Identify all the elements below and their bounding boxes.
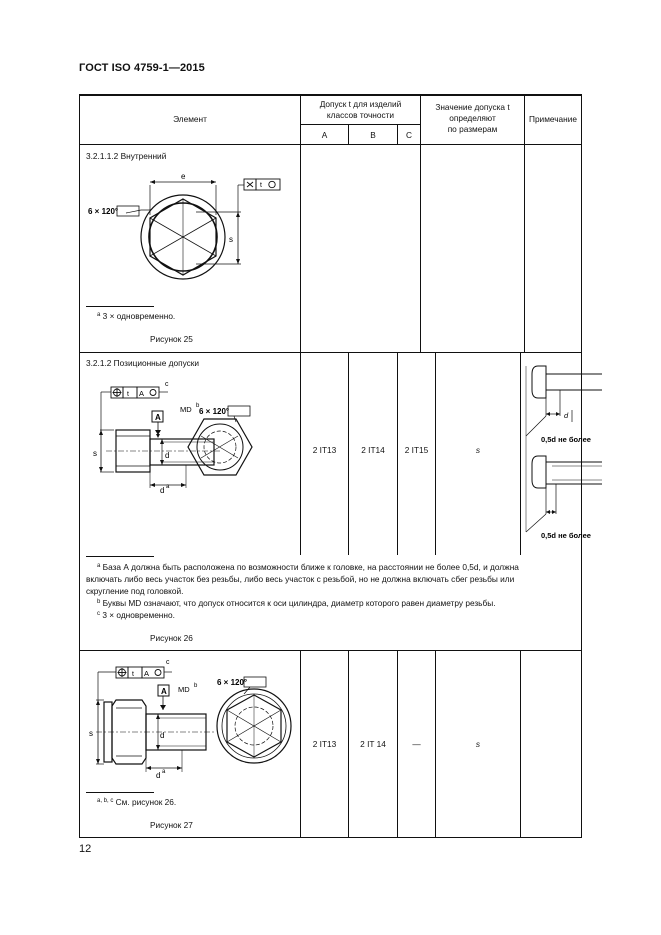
fig27-label-a: a bbox=[162, 769, 166, 775]
col-header-tolerance-1: Допуск t для изделий bbox=[319, 99, 402, 109]
fig25-label-s: s bbox=[229, 235, 233, 244]
fig25-tol-value: t bbox=[260, 182, 262, 189]
fig27-label-md: MD bbox=[178, 685, 190, 694]
row2-footnotes: $^a$ База А должна быть расположена по возможности ближе к головке, на расстоянии не более 0,5d, и должна включать либо весь участок без резьбы, либо весь участок с резьбой, но не должна включать сбег резьбы или скругление под головкой. $^b$ Буквы MD означают, что допуск относится к оси цилиндра, диаметр которого равен диаметру резьбы. $^c$ 3 × одновременно. bbox=[86, 562, 519, 620]
row2-title: 3.2.1.2 Позиционные допуски bbox=[86, 358, 200, 368]
fig27-label-s: s bbox=[89, 729, 93, 738]
col-header-class-b: B bbox=[370, 130, 376, 140]
col-header-class-c: C bbox=[406, 130, 412, 140]
row3-footnote: $^{a, b, c}$ См. рисунок 26. bbox=[97, 797, 177, 807]
figure-26-caption: Рисунок 26 bbox=[150, 633, 193, 643]
row2-note-drawings bbox=[522, 356, 591, 544]
fig27-label-d: d bbox=[160, 731, 165, 740]
col-header-value-2: определяют bbox=[449, 113, 496, 123]
fig26-label-a: a bbox=[166, 484, 170, 490]
figure-25-drawing bbox=[86, 165, 296, 290]
row1-title: 3.2.1.1.2 Внутренний bbox=[86, 151, 167, 161]
row2-tol-b: 2 IT14 bbox=[361, 445, 385, 455]
fig27-label-da: d bbox=[156, 771, 161, 780]
fig26-label-c: c bbox=[165, 381, 169, 388]
fig26-datum-box: A bbox=[155, 413, 161, 422]
row2-note-1: 0,5d не более bbox=[541, 435, 591, 444]
fig26-label-b: b bbox=[196, 403, 200, 409]
row2-value: s bbox=[475, 445, 481, 455]
col-header-element: Элемент bbox=[173, 114, 207, 124]
figure-26-drawing bbox=[86, 372, 298, 497]
col-header-value-3: по размерам bbox=[447, 124, 498, 134]
figure-25-caption: Рисунок 25 bbox=[150, 334, 193, 344]
page-number: 12 bbox=[79, 843, 92, 855]
row2-note-2: 0,5d не более bbox=[541, 531, 591, 540]
fig25-angle: 6 × 120° bbox=[88, 207, 119, 216]
col-header-tolerance-2: классов точности bbox=[326, 110, 395, 120]
figure-27-drawing bbox=[86, 654, 298, 779]
fig27-datum-ref: A bbox=[144, 669, 150, 678]
fig26-datum-ref: A bbox=[139, 389, 145, 398]
row2-note-label-d: d bbox=[564, 411, 569, 420]
fig26-angle: 6 × 120° bbox=[199, 407, 230, 416]
row1-footnote: $^a$ 3 × одновременно. bbox=[97, 311, 176, 321]
col-header-note: Примечание bbox=[528, 114, 578, 124]
row3-tol-c: — bbox=[412, 739, 421, 749]
fig27-label-b: b bbox=[194, 683, 198, 689]
fig26-label-s: s bbox=[93, 449, 97, 458]
fig25-label-e: e bbox=[181, 172, 186, 181]
fig27-angle: 6 × 120° bbox=[217, 678, 248, 687]
document-header: ГОСТ ISO 4759-1—2015 bbox=[79, 62, 205, 74]
row2-tol-c: 2 IT15 bbox=[404, 445, 429, 455]
fig27-label-c: c bbox=[166, 659, 170, 666]
svg-text:t: t bbox=[127, 391, 129, 398]
col-header-class-a: A bbox=[321, 130, 328, 140]
col-header-value-1: Значение допуска t bbox=[435, 102, 510, 112]
fig26-label-d: d bbox=[165, 451, 170, 460]
svg-text:t: t bbox=[132, 671, 134, 678]
row2-tol-a: 2 IT13 bbox=[312, 445, 337, 455]
row3-tol-a: 2 IT13 bbox=[312, 739, 337, 749]
fig27-datum-box: A bbox=[161, 687, 167, 696]
row3-tol-b: 2 IT 14 bbox=[360, 739, 386, 749]
row3-value: s bbox=[475, 739, 481, 749]
figure-27-caption: Рисунок 27 bbox=[150, 820, 193, 830]
fig26-label-da: d bbox=[160, 486, 165, 495]
fig26-label-md: MD bbox=[180, 405, 192, 414]
